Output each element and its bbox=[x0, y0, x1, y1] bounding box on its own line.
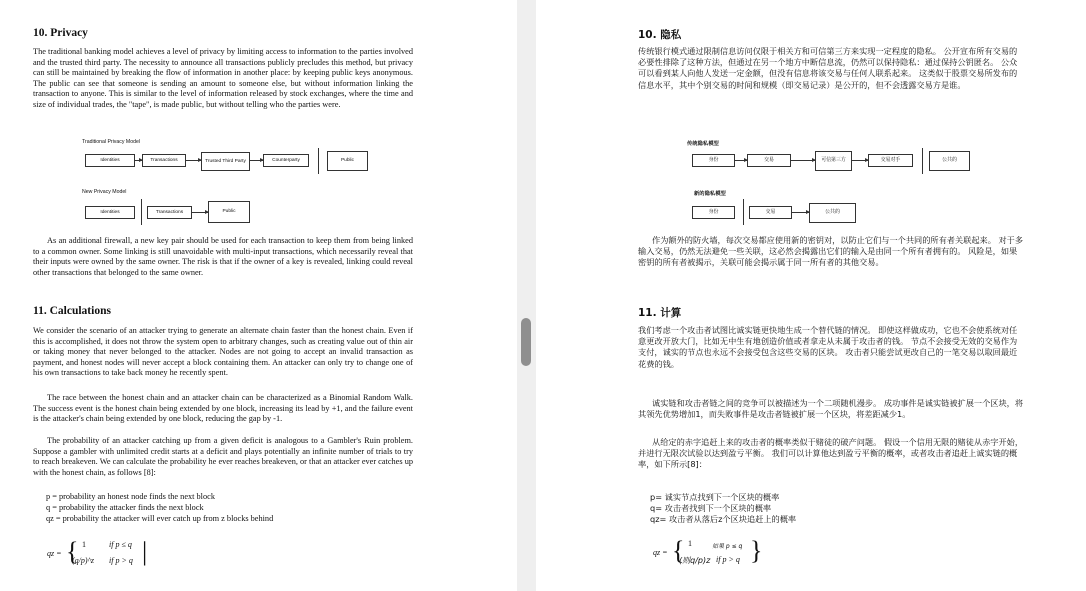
box-trusted-third-party: Trusted Third Party bbox=[201, 152, 250, 171]
box-identities: Identities bbox=[85, 206, 135, 219]
arrow bbox=[186, 160, 201, 161]
scrollbar-thumb[interactable] bbox=[521, 318, 531, 366]
box-transactions-zh: 交易 bbox=[749, 206, 792, 219]
formula-case2-value: (q/p)^z bbox=[72, 556, 95, 565]
privacy-paragraph-zh: 传统银行模式通过限制信息访问仅限于相关方和可信第三方来实现一定程度的隐私。 公开宣布所有交易的必要性排除了这种方法，但通过在另一个地方中断信息流，仍然可以保持隐私：通过保持公钥匿名。 公众可以看到某人向他人发送一定金额，但没有信息将该交易与任何人联系起来。 这类似于股票交易所发布的信息水平，其中个别交易的时间和规模（即交易记录）是公开的，但不会透露交易方是谁。 bbox=[638, 46, 1018, 90]
formula-case1-condition: if p ≤ q bbox=[109, 540, 132, 549]
calc-paragraph-3-zh: 从给定的赤字追赶上来的攻击者的概率类似于赌徒的破产问题。 假设一个信用无限的赌徒从赤字开始，并进行无限次试验以达到盈亏平衡。 我们可以计算他达到盈亏平衡的概率，或者攻击者追赶上诚实链的概率，如下所示[8]： bbox=[638, 437, 1024, 470]
calculations-heading: 11. Calculations bbox=[33, 305, 111, 317]
box-identities: Identities bbox=[85, 154, 135, 167]
formula-case1-value-zh: 1 bbox=[688, 539, 692, 548]
formula-case1-condition-zh: 如果 p ≤ q bbox=[712, 543, 743, 550]
definition-p: p = probability an honest node finds the next block bbox=[46, 492, 215, 501]
calc-paragraph-2: The race between the honest chain and an attacker chain can be characterized as a Binomial Random Walk. The success event is the honest chain being extended by one block, increasing its lead by +1, and the failure event is the attacker's chain being extended by one block, reducing the gap by -1. bbox=[33, 393, 413, 424]
definition-q: q = probability the attacker finds the next block bbox=[46, 503, 204, 512]
divider-line bbox=[141, 199, 142, 225]
calc-paragraph-2-zh: 诚实链和攻击者链之间的竞争可以被描述为一个二项随机漫步。 成功事件是诚实链被扩展一个区块，将其领先优势增加1，而失败事件是攻击者链被扩展一个区块，将差距减少1。 bbox=[638, 398, 1024, 420]
box-identities-zh: 身份 bbox=[692, 206, 735, 219]
box-transactions: Transactions bbox=[147, 206, 192, 219]
formula-case1-value: 1 bbox=[82, 540, 86, 549]
page-left-english bbox=[0, 0, 517, 591]
divider-line bbox=[922, 148, 923, 174]
formula-close-bar: | bbox=[142, 537, 148, 566]
arrow bbox=[792, 212, 809, 213]
calc-paragraph-1-zh: 我们考虑一个攻击者试图比诚实链更快地生成一个替代链的情况。 即使这样做成功，它也不会使系统对任意更改开放大门，比如无中生有地创造价值或者拿走从未属于攻击者的钱。 节点不会接受无效的交易作为支付，诚实的节点也永远不会接受包含这些交易的区块。 攻击者只能尝试更改自己的一笔交易以取回最近花费的钱。 bbox=[638, 325, 1018, 369]
definition-qz-zh: qz= 攻击者从落后z个区块追赶上的概率 bbox=[650, 514, 797, 524]
definition-p-zh: p= 诚实节点找到下一个区块的概率 bbox=[650, 492, 780, 502]
definition-q-zh: q= 攻击者找到下一个区块的概率 bbox=[650, 503, 772, 513]
formula-close-brace-zh: } bbox=[750, 536, 763, 565]
page-right-chinese bbox=[536, 0, 1086, 591]
page-gutter bbox=[517, 0, 536, 591]
new-model-title-zh: 新的隐私模型 bbox=[694, 191, 726, 197]
calculations-heading-zh: 11. 计算 bbox=[638, 307, 682, 319]
box-trusted-third-party-zh: 可信第三方 bbox=[815, 151, 852, 171]
formula-case2-condition-zh: if p > q bbox=[716, 555, 740, 564]
traditional-model-title: Traditional Privacy Model bbox=[82, 139, 141, 145]
privacy-paragraph: The traditional banking model achieves a level of privacy by limiting access to information to the parties involved and the trusted third party. The necessity to announce all transactions publicly precludes this method, but privacy can still be maintained by breaking the flow of information in another place: by keeping public keys anonymous. The public can see that someone is sending an amount to someone else, but without information linking the transaction to anyone. This is similar to the level of information released by stock exchanges, where the time and size of individual trades, the "tape", is made public, but without telling who the parties were. bbox=[33, 47, 413, 109]
arrow bbox=[135, 160, 142, 161]
firewall-paragraph: As an additional firewall, a new key pair should be used for each transaction to keep them from being linked to a common owner. Some linking is still unavoidable with multi-input transactions, which necessarily reveal that their inputs were owned by the same owner. The risk is that if the owner of a key is revealed, linking could reveal other transactions that belonged to the same owner. bbox=[33, 236, 413, 277]
arrow bbox=[791, 160, 815, 161]
calc-paragraph-1: We consider the scenario of an attacker trying to generate an alternate chain faster than the honest chain. Even if this is accomplished, it does not throw the system open to arbitrary changes, such as creating value out of thin air or taking money that never belonged to the attacker. Nodes are not going to accept an invalid transaction as payment, and honest nodes will never accept a block containing them. An attacker can only try to change one of his own transactions to take back money he recently spent. bbox=[33, 326, 413, 378]
new-model-title: New Privacy Model bbox=[82, 189, 127, 195]
firewall-paragraph-zh: 作为额外的防火墙，每次交易都应使用新的密钥对，以防止它们与一个共同的所有者关联起来。 对于多输入交易，仍然无法避免一些关联，这必然会揭露出它们的输入是由同一个所有者拥有的。 风险是，如果密钥的所有者被揭示，关联可能会揭示属于同一所有者的其他交易。 bbox=[638, 235, 1024, 268]
box-counterparty-zh: 交易对手 bbox=[868, 154, 913, 167]
box-transactions-zh: 交易 bbox=[747, 154, 791, 167]
traditional-model-title-zh: 传统隐私模型 bbox=[687, 141, 719, 147]
arrow bbox=[250, 160, 263, 161]
formula-lhs-zh: qz = bbox=[653, 548, 668, 557]
definition-qz: qz = probability the attacker will ever catch up from z blocks behind bbox=[46, 514, 274, 523]
divider-line bbox=[743, 199, 744, 225]
privacy-heading: 10. Privacy bbox=[33, 27, 88, 39]
box-public-zh: 公共的 bbox=[929, 151, 970, 171]
box-public: Public bbox=[208, 201, 250, 223]
formula-lhs: qz = bbox=[47, 549, 62, 558]
formula-brace-zh: { bbox=[672, 536, 685, 565]
box-transactions: Transactions bbox=[142, 154, 186, 167]
arrow bbox=[735, 160, 747, 161]
formula-case2-value-zh: (则q/p)z bbox=[679, 556, 711, 565]
arrow bbox=[192, 212, 208, 213]
calc-paragraph-3: The probability of an attacker catching up from a given deficit is analogous to a Gambler's Ruin problem. Suppose a gambler with unlimited credit starts at a deficit and plays potentially an infinite number of trials to try to reach breakeven. We can calculate the probability he ever reaches breakeven, or that an attacker ever catches up with the honest chain, as follows [8]: bbox=[33, 436, 413, 477]
formula-case2-condition: if p > q bbox=[109, 556, 133, 565]
box-counterparty: Counterparty bbox=[263, 154, 309, 167]
box-public: Public bbox=[327, 151, 368, 171]
arrow bbox=[852, 160, 868, 161]
privacy-heading-zh: 10. 隐私 bbox=[638, 29, 682, 41]
box-public-zh: 公共的 bbox=[809, 203, 856, 223]
divider-line bbox=[318, 148, 319, 174]
formula-brace: { bbox=[66, 537, 79, 566]
box-identities-zh: 身份 bbox=[692, 154, 735, 167]
